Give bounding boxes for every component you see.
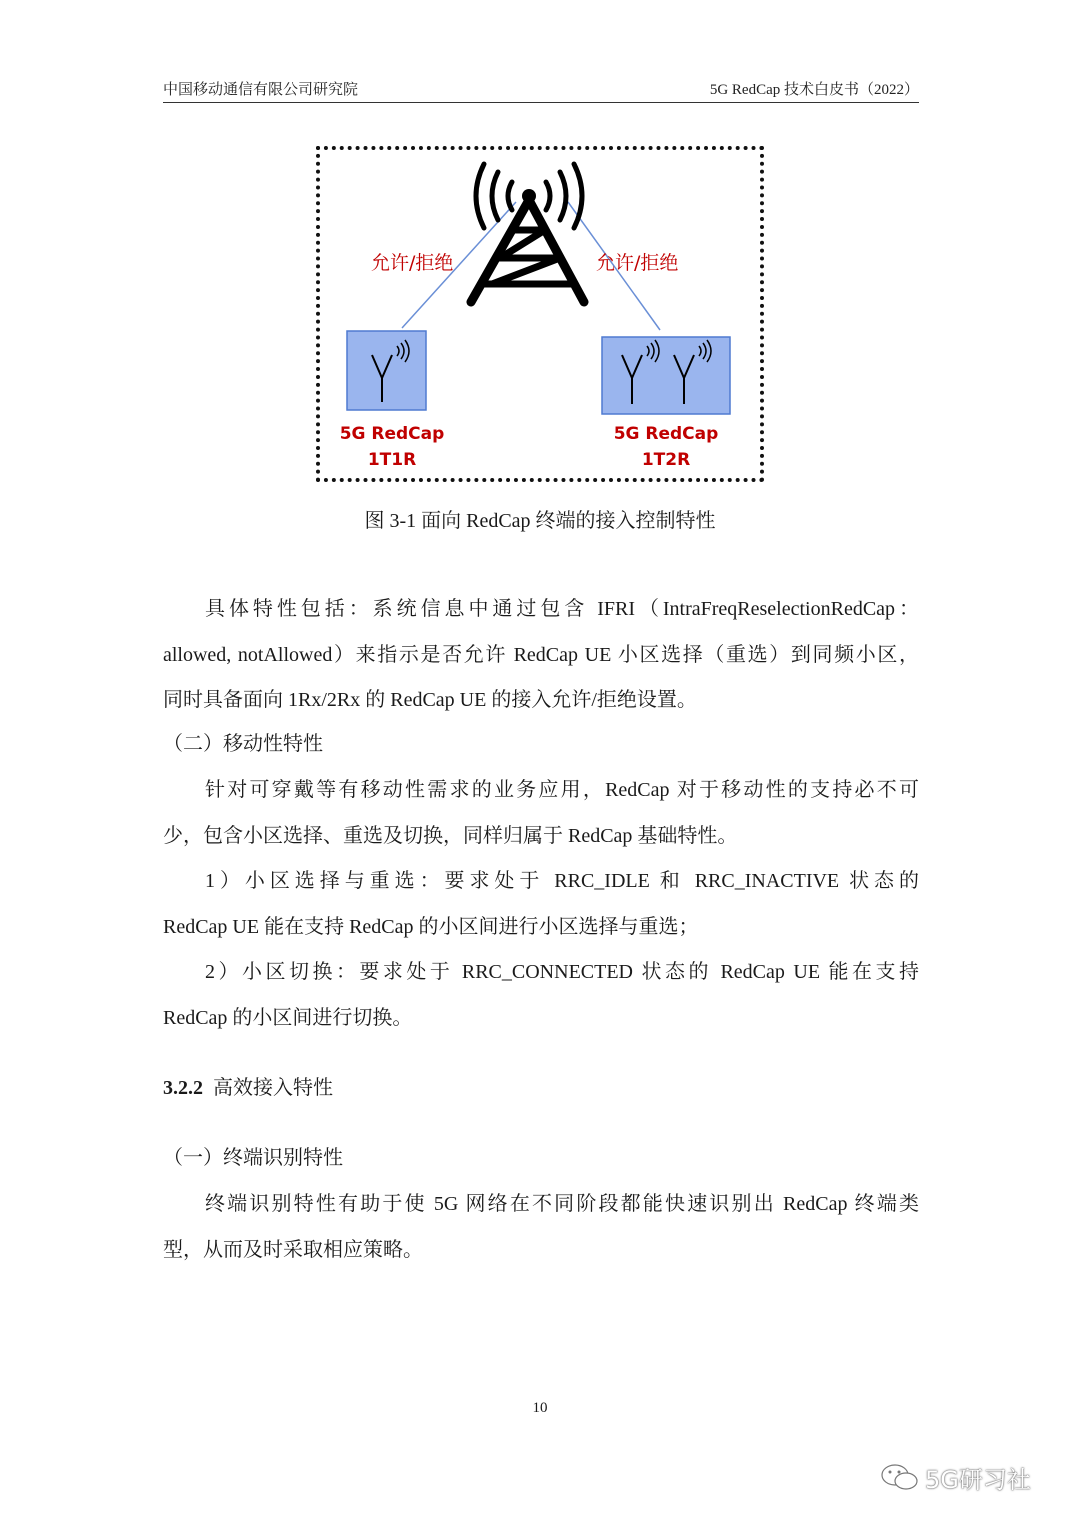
device-left-box bbox=[347, 331, 426, 410]
text-line: 1）小区选择与重选：要求处于 RRC_IDLE 和 RRC_INACTIVE 状态的 bbox=[205, 870, 919, 892]
text-line: RedCap UE 能在支持 RedCap 的小区间进行小区选择与重选； bbox=[163, 915, 699, 938]
device-right-config: 1T2R bbox=[641, 450, 691, 470]
header-organization: 中国移动通信有限公司研究院 bbox=[163, 82, 359, 98]
paragraph-mobility bbox=[163, 768, 919, 859]
device-left-config: 1T1R bbox=[367, 450, 417, 470]
header-document-title: 5G RedCap 技术白皮书（2022） bbox=[709, 82, 919, 98]
paragraph-identification bbox=[163, 1182, 919, 1273]
text-line: 针对可穿戴等有移动性需求的业务应用，RedCap 对于移动性的支持必不可 bbox=[205, 779, 919, 801]
figure-caption: 图 3-1 面向 RedCap 终端的接入控制特性 bbox=[364, 510, 716, 532]
allow-deny-label-right: 允许/拒绝 bbox=[596, 252, 679, 274]
text-line: 具体特性包括：系统信息中通过包含 IFRI（IntraFreqReselectionRedCap： bbox=[205, 598, 919, 620]
paragraph-cell-selection bbox=[163, 859, 919, 950]
page-header bbox=[163, 78, 919, 103]
text-line: 同时具备面向 1Rx/2Rx 的 RedCap UE 的接入允许/拒绝设置。 bbox=[163, 689, 697, 711]
text-line: RedCap 的小区间进行切换。 bbox=[163, 1006, 413, 1029]
text-line: 少，包含小区选择、重选及切换，同样归属于 RedCap 基础特性。 bbox=[163, 824, 738, 847]
allow-deny-label-left: 允许/拒绝 bbox=[371, 252, 454, 274]
wechat-logo-icon bbox=[880, 1462, 920, 1492]
section-heading bbox=[163, 1071, 333, 1100]
device-right-label bbox=[602, 421, 730, 473]
watermark-text: 5G研习社 bbox=[925, 1466, 1031, 1494]
subheading-mobility bbox=[163, 722, 919, 768]
device-left-name: 5G RedCap bbox=[339, 424, 445, 444]
subheading-terminal-identification bbox=[163, 1136, 919, 1182]
access-control-figure bbox=[316, 146, 764, 482]
paragraph-features bbox=[163, 587, 919, 724]
text-line: allowed, notAllowed）来指示是否允许 RedCap UE 小区选择（重选）到同频小区， bbox=[163, 643, 919, 666]
paragraph-handover bbox=[163, 950, 919, 1041]
subheading-text: （二）移动性特性 bbox=[163, 733, 323, 755]
text-line: 2）小区切换：要求处于 RRC_CONNECTED 状态的 RedCap UE 能在支持 bbox=[205, 961, 919, 983]
section-number: 3.2.2 bbox=[163, 1077, 203, 1099]
text-line: 型，从而及时采取相应策略。 bbox=[163, 1238, 423, 1261]
device-left-label bbox=[328, 421, 456, 473]
page-number: 10 bbox=[532, 1400, 548, 1416]
section-title: 高效接入特性 bbox=[213, 1077, 333, 1099]
text-line: 终端识别特性有助于使 5G 网络在不同阶段都能快速识别出 RedCap 终端类 bbox=[205, 1193, 919, 1215]
device-right-name: 5G RedCap bbox=[613, 424, 719, 444]
subheading-text: （一）终端识别特性 bbox=[163, 1147, 343, 1169]
